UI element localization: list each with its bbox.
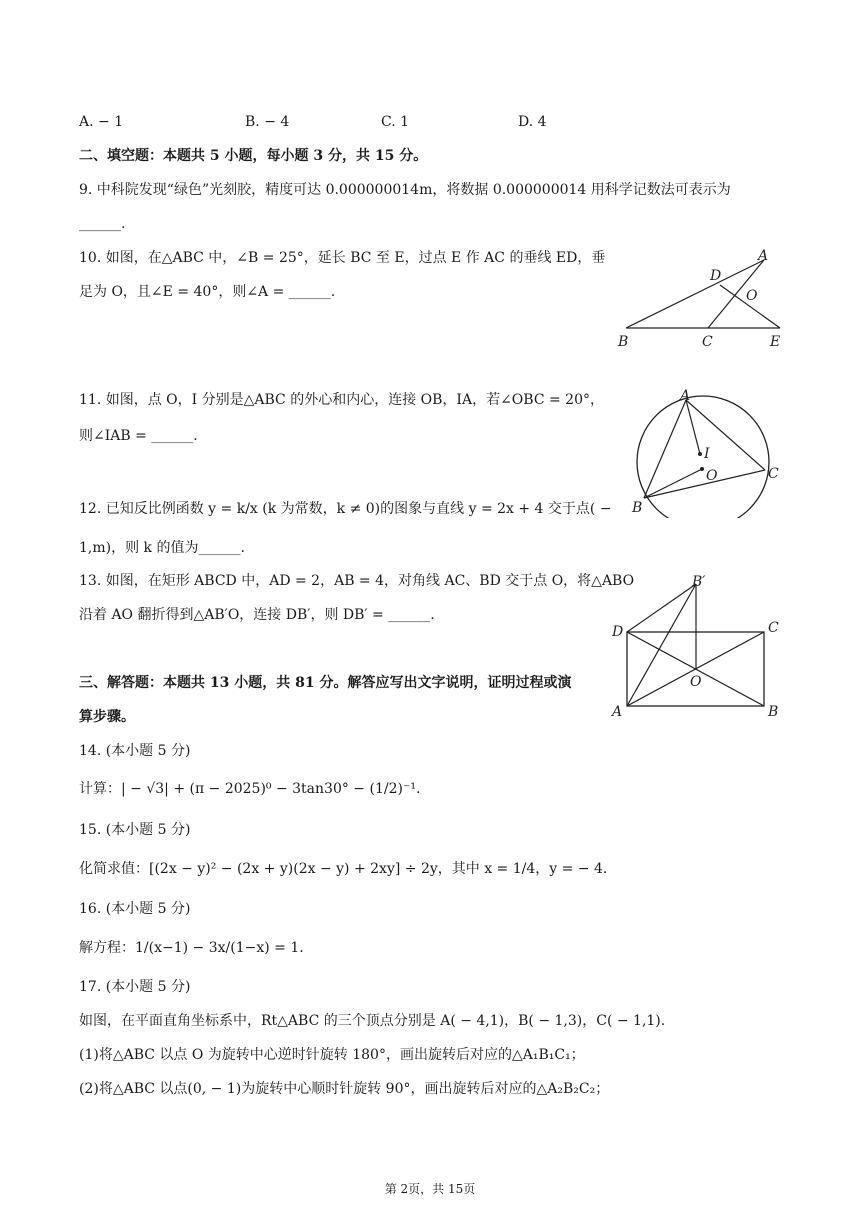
point-o	[700, 467, 704, 471]
q8-option-c: C. 1	[381, 114, 410, 130]
label-a: A	[758, 248, 769, 264]
label-d: D	[710, 268, 722, 284]
q10-line2: 足为 O，且∠E = 40°，则∠A = ______.	[79, 284, 336, 300]
q14-body: 计算：| − √3| + (π − 2025)⁰ − 3tan30° − (1/2)⁻¹.	[79, 781, 421, 797]
q13-line1: 13. 如图，在矩形 ABCD 中，AD = 2，AB = 4，对角线 AC、BD 交于点 O，将△ABO	[79, 573, 635, 589]
label-o: O	[746, 288, 758, 304]
q12-line1: 12. 已知反比例函数 y = k/x (k 为常数，k ≠ 0)的图象与直线 y = 2x + 4 交于点( −	[79, 501, 612, 517]
q11-line1: 11. 如图，点 O，I 分别是△ABC 的外心和内心，连接 OB，IA，若∠OBC = 20°，	[79, 392, 604, 408]
label-d: D	[612, 624, 624, 640]
q9-line1: 9. 中科院发现“绿色”光刻胶，精度可达 0.000000014m，将数据 0.000000014 用科学记数法可表示为	[79, 182, 731, 198]
line-ba	[626, 260, 764, 328]
label-b: B	[632, 500, 643, 516]
label-b-prime: B′	[692, 574, 706, 590]
point-i	[698, 452, 702, 456]
label-a: A	[612, 704, 623, 718]
q8-option-d: D. 4	[518, 114, 547, 130]
label-i: I	[704, 446, 710, 462]
label-e: E	[770, 334, 781, 350]
label-c: C	[702, 334, 713, 350]
side-bc	[644, 470, 765, 498]
q9-line2: ______.	[79, 216, 126, 232]
label-o: O	[690, 674, 702, 690]
q13-line2: 沿着 AO 翻折得到△AB′O，连接 DB′，则 DB′ = ______.	[79, 607, 435, 623]
page-footer: 第 2页，共 15页	[384, 1182, 476, 1196]
q17-line3: (2)将△ABC 以点(0, − 1)为旋转中心顺时针旋转 90°，画出旋转后对应的△A₂B₂C₂；	[79, 1081, 610, 1097]
q15-title: 15. (本小题 5 分)	[79, 822, 191, 838]
solve-section-header-line1: 三、解答题：本题共 13 小题，共 81 分。解答应写出文字说明，证明过程或演	[79, 675, 572, 691]
q17-title: 17. (本小题 5 分)	[79, 979, 191, 995]
q15-body: 化简求值：[(2x − y)² − (2x + y)(2x − y) + 2xy] ÷ 2y，其中 x = 1/4，y = − 4.	[79, 861, 608, 877]
label-b: B	[618, 334, 629, 350]
label-c: C	[768, 620, 779, 636]
segment-ia	[686, 400, 700, 454]
q16-title: 16. (本小题 5 分)	[79, 901, 191, 917]
side-ab	[644, 400, 686, 498]
label-c: C	[768, 466, 779, 482]
label-a: A	[680, 388, 691, 404]
side-ac	[686, 400, 765, 470]
q12-line2: 1,m)，则 k 的值为______.	[79, 540, 245, 556]
q10-figure	[612, 246, 792, 352]
q11-line2: 则∠IAB = ______.	[79, 428, 198, 444]
label-o: O	[706, 468, 718, 484]
solve-section-header-line2: 算步骤。	[79, 709, 135, 725]
q11-figure	[624, 388, 784, 518]
label-b: B	[768, 704, 779, 718]
fill-section-header: 二、填空题：本题共 5 小题，每小题 3 分，共 15 分。	[79, 148, 428, 164]
q8-option-b: B. − 4	[245, 114, 290, 130]
q14-title: 14. (本小题 5 分)	[79, 743, 191, 759]
q17-line2: (1)将△ABC 以点 O 为旋转中心逆时针旋转 180°，画出旋转后对应的△A₁B₁C₁；	[79, 1047, 585, 1063]
segment-ob	[644, 469, 702, 498]
q10-line1: 10. 如图，在△ABC 中，∠B = 25°，延长 BC 至 E，过点 E 作 AC 的垂线 ED，垂	[79, 250, 606, 266]
segment-db-prime	[627, 584, 696, 632]
q16-body: 解方程：1/(x−1) − 3x/(1−x) = 1.	[79, 940, 304, 956]
q8-option-a: A. − 1	[79, 114, 124, 130]
q13-figure	[608, 570, 786, 718]
q17-line1: 如图，在平面直角坐标系中，Rt△ABC 的三个顶点分别是 A( − 4,1)，B( − 1,3)，C( − 1,1).	[79, 1013, 666, 1029]
